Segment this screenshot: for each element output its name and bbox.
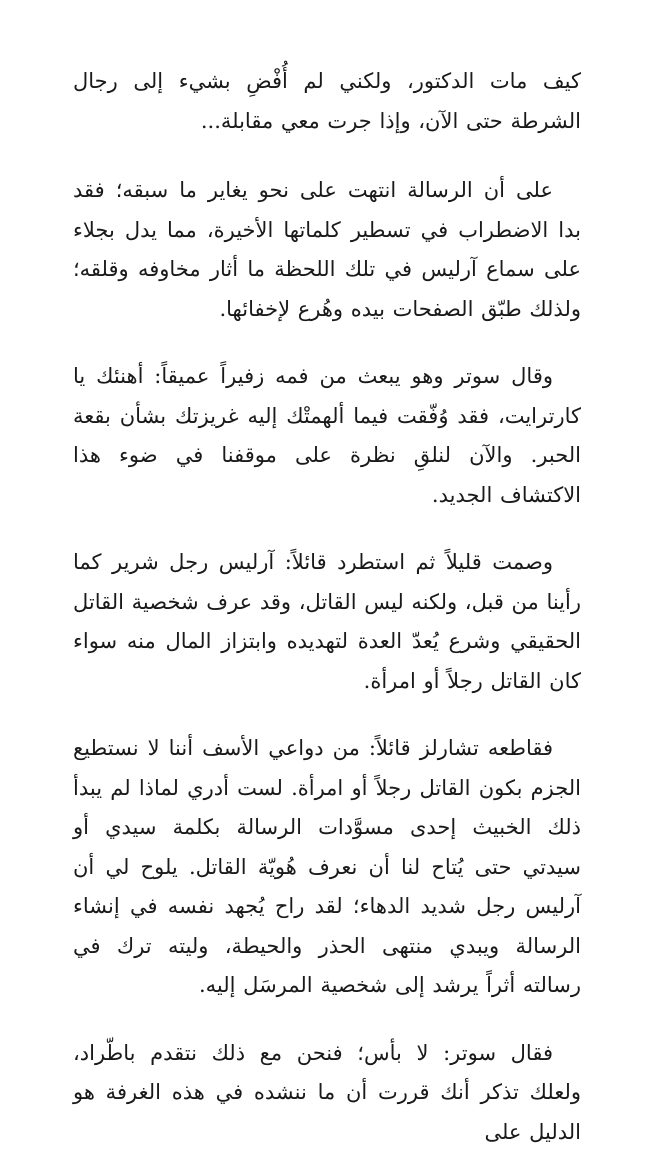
paragraph: وصمت قليلاً ثم استطرد قائلاً: آرليس رجل شرير كما رأينا من قبل، ولكنه ليس القاتل، وقد عرف شخصية القاتل الحقيقي وشرع يُعدّ العدة لتهديده وابتزاز المال منه سواء كان القاتل رجلاً أو امرأة.	[73, 543, 581, 701]
paragraph: فقاطعه تشارلز قائلاً: من دواعي الأسف أننا لا نستطيع الجزم بكون القاتل رجلاً أو امرأة. لست أدري لماذا لم يبدأ ذلك الخبيث إحدى مسوَّدات الرسالة بكلمة سيدي أو سيدتي حتى يُتاح لنا أن نعرف هُويّة القاتل. يلوح لي أن آرليس رجل شديد الدهاء؛ لقد راح يُجهد نفسه في إنشاء الرسالة ويبدي منتهى الحذر والحيطة، وليته ترك في رسالته أثراً يرشد إلى شخصية المرسَل إليه.	[73, 729, 581, 1006]
paragraph: على أن الرسالة انتهت على نحو يغاير ما سبقه؛ فقد بدا الاضطراب في تسطير كلماتها الأخيرة، مما يدل بجلاء على سماع آرليس في تلك اللحظة ما أثار مخاوفه وقلقه؛ ولذلك طبّق الصفحات بيده وهُرع لإخفائها.	[73, 171, 581, 329]
paragraph: كيف مات الدكتور، ولكني لم أُفْضِ بشيء إلى رجال الشرطة حتى الآن، وإذا جرت معي مقابلة...	[73, 62, 581, 141]
paragraph: وقال سوتر وهو يبعث من فمه زفيراً عميقاً: أهنئك يا كارترايت، فقد وُفّقت فيما ألهمتْك إليه غريزتك بشأن بقعة الحبر. والآن لنلقِ نظرة على موقفنا في ضوء هذا الاكتشاف الجديد.	[73, 357, 581, 515]
paragraph: فقال سوتر: لا بأس؛ فنحن مع ذلك نتقدم باطّراد، ولعلك تذكر أنك قررت أن ما ننشده في هذه الغرفة هو الدليل على	[73, 1034, 581, 1152]
